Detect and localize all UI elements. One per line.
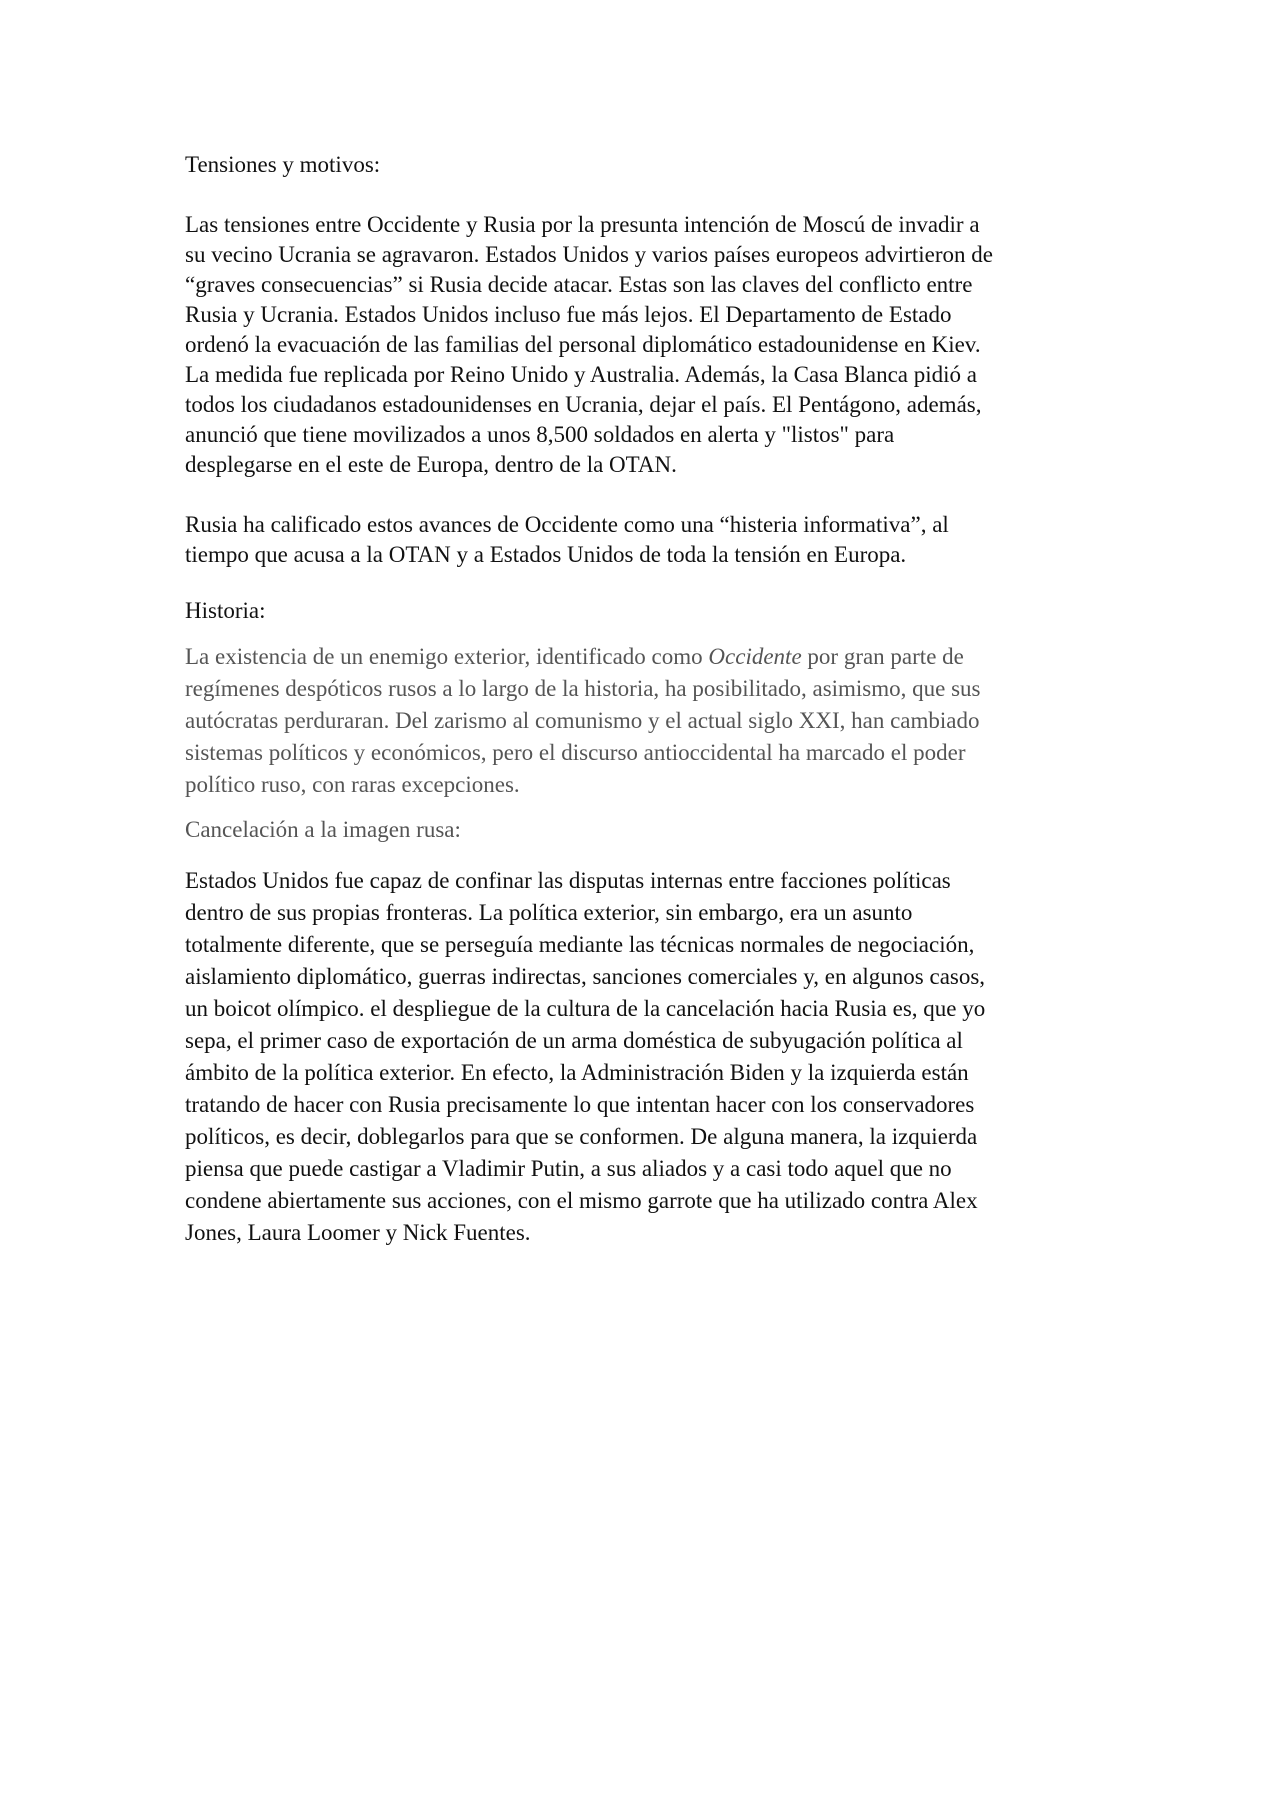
paragraph-cancelacion bbox=[185, 865, 1105, 1249]
text-line: político ruso, con raras excepciones. bbox=[185, 772, 520, 797]
text-line: totalmente diferente, que se perseguía mediante las técnicas normales de negociación, bbox=[185, 932, 975, 957]
text-line: tratando de hacer con Rusia precisamente lo que intentan hacer con los conservadores bbox=[185, 1092, 975, 1117]
text-line: anunció que tiene movilizados a unos 8,500 soldados en alerta y "listos" para bbox=[185, 422, 895, 447]
document-body bbox=[185, 150, 1105, 1249]
text-line: piensa que puede castigar a Vladimir Putin, a sus aliados y a casi todo aquel que no bbox=[185, 1156, 952, 1181]
text-line bbox=[185, 641, 1105, 673]
text-line: Rusia y Ucrania. Estados Unidos incluso fue más lejos. El Departamento de Estado bbox=[185, 302, 952, 327]
text-line: aislamiento diplomático, guerras indirectas, sanciones comerciales y, en algunos casos, bbox=[185, 964, 986, 989]
text-line: dentro de sus propias fronteras. La política exterior, sin embargo, era un asunto bbox=[185, 900, 913, 925]
paragraph-rusia bbox=[185, 510, 1105, 570]
text-line: “graves consecuencias” si Rusia decide atacar. Estas son las claves del conflicto entre bbox=[185, 272, 973, 297]
text-line: regímenes despóticos rusos a lo largo de la historia, ha posibilitado, asimismo, que sus bbox=[185, 676, 981, 701]
text-line: sepa, el primer caso de exportación de un arma doméstica de subyugación política al bbox=[185, 1028, 963, 1053]
text-line: todos los ciudadanos estadounidenses en Ucrania, dejar el país. El Pentágono, además, bbox=[185, 392, 982, 417]
italic-term: Occidente bbox=[708, 644, 802, 669]
text-line: sistemas políticos y económicos, pero el discurso antioccidental ha marcado el poder bbox=[185, 740, 966, 765]
heading-cancelacion: Cancelación a la imagen rusa: bbox=[185, 817, 461, 842]
text-line: políticos, es decir, doblegarlos para que se conformen. De alguna manera, la izquierda bbox=[185, 1124, 978, 1149]
text-line: un boicot olímpico. el despliegue de la cultura de la cancelación hacia Rusia es, que yo bbox=[185, 996, 986, 1021]
heading-historia: Historia: bbox=[185, 598, 266, 623]
text-line: Rusia ha calificado estos avances de Occidente como una “histeria informativa”, al bbox=[185, 512, 949, 537]
text-line: desplegarse en el este de Europa, dentro de la OTAN. bbox=[185, 452, 677, 477]
text-line: ámbito de la política exterior. En efecto, la Administración Biden y la izquierda están bbox=[185, 1060, 969, 1085]
paragraph-historia bbox=[185, 641, 1105, 801]
text-line: Las tensiones entre Occidente y Rusia por la presunta intención de Moscú de invadir a bbox=[185, 212, 980, 237]
text-line: La medida fue replicada por Reino Unido y Australia. Además, la Casa Blanca pidió a bbox=[185, 362, 977, 387]
text-line: tiempo que acusa a la OTAN y a Estados Unidos de toda la tensión en Europa. bbox=[185, 542, 907, 567]
text-line: Estados Unidos fue capaz de confinar las disputas internas entre facciones políticas bbox=[185, 868, 951, 893]
text-line: su vecino Ucrania se agravaron. Estados Unidos y varios países europeos advirtieron de bbox=[185, 242, 993, 267]
text-line: Jones, Laura Loomer y Nick Fuentes. bbox=[185, 1220, 531, 1245]
text-segment: por gran parte de bbox=[801, 644, 964, 669]
heading-tensiones: Tensiones y motivos: bbox=[185, 152, 381, 177]
paragraph-tensiones bbox=[185, 210, 1105, 480]
text-line: condene abiertamente sus acciones, con el mismo garrote que ha utilizado contra Alex bbox=[185, 1188, 978, 1213]
text-segment: La existencia de un enemigo exterior, identificado como bbox=[185, 644, 709, 669]
text-line: autócratas perduraran. Del zarismo al comunismo y el actual siglo XXI, han cambiado bbox=[185, 708, 980, 733]
text-line: ordenó la evacuación de las familias del personal diplomático estadounidense en Kiev. bbox=[185, 332, 981, 357]
